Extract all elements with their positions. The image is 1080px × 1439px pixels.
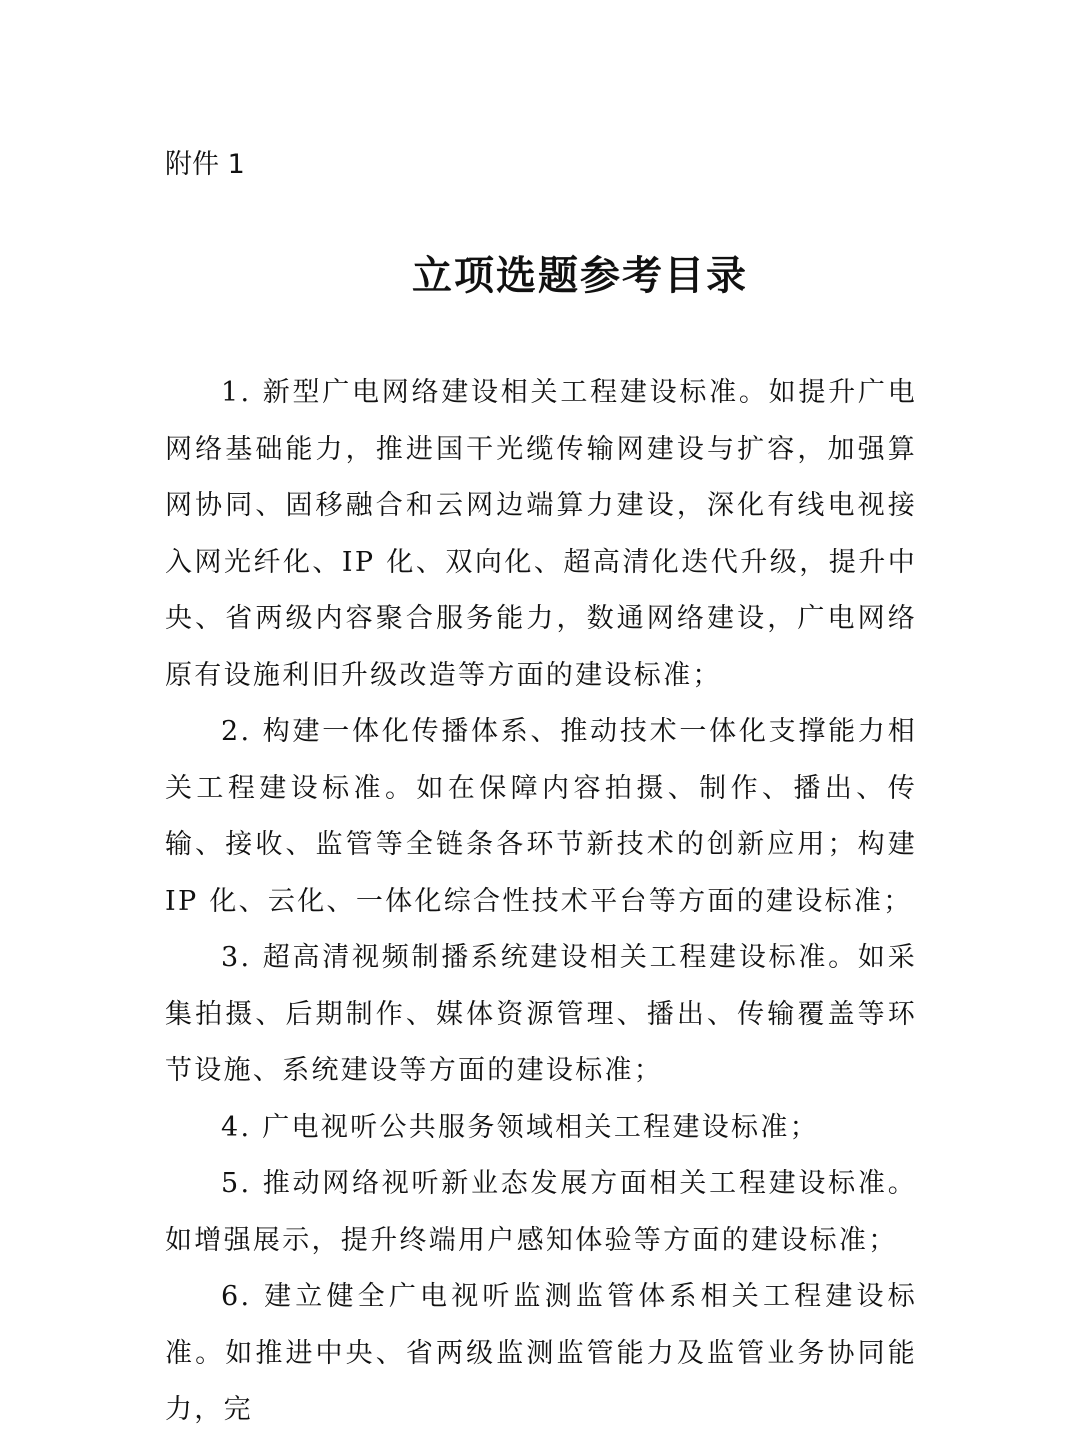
paragraph-6: 6. 建立健全广电视听监测监管体系相关工程建设标准。如推进中央、省两级监测监管能力及监管业务协同能力，完 — [165, 1281, 917, 1425]
document-title: 立项选题参考目录 — [412, 252, 748, 299]
paragraph-2: 2. 构建一体化传播体系、推动技术一体化支撑能力相关工程建设标准。如在保障内容拍摄、制作、播出、传输、接收、监管等全链条各环节新技术的创新应用；构建 IP 化、云化、一体化综合性技术平台等方面的建设标准； — [165, 716, 917, 917]
paragraph-1: 1. 新型广电网络建设相关工程建设标准。如提升广电网络基础能力，推进国干光缆传输网建设与扩容，加强算网协同、固移融合和云网边端算力建设，深化有线电视接入网光纤化、IP 化、双向化、超高清化迭代升级，提升中央、省两级内容聚合服务能力，数通网络建设，广电网络原有设施利旧升级改造等方面的建设标准； — [165, 377, 917, 691]
attachment-label: 附件 1 — [165, 149, 245, 180]
document-body — [165, 365, 917, 1439]
paragraph-4: 4. 广电视听公共服务领域相关工程建设标准； — [221, 1111, 819, 1143]
paragraph-3: 3. 超高清视频制播系统建设相关工程建设标准。如采集拍摄、后期制作、媒体资源管理、播出、传输覆盖等环节设施、系统建设等方面的建设标准； — [165, 942, 917, 1086]
paragraph-5: 5. 推动网络视听新业态发展方面相关工程建设标准。如增强展示，提升终端用户感知体验等方面的建设标准； — [165, 1168, 917, 1256]
